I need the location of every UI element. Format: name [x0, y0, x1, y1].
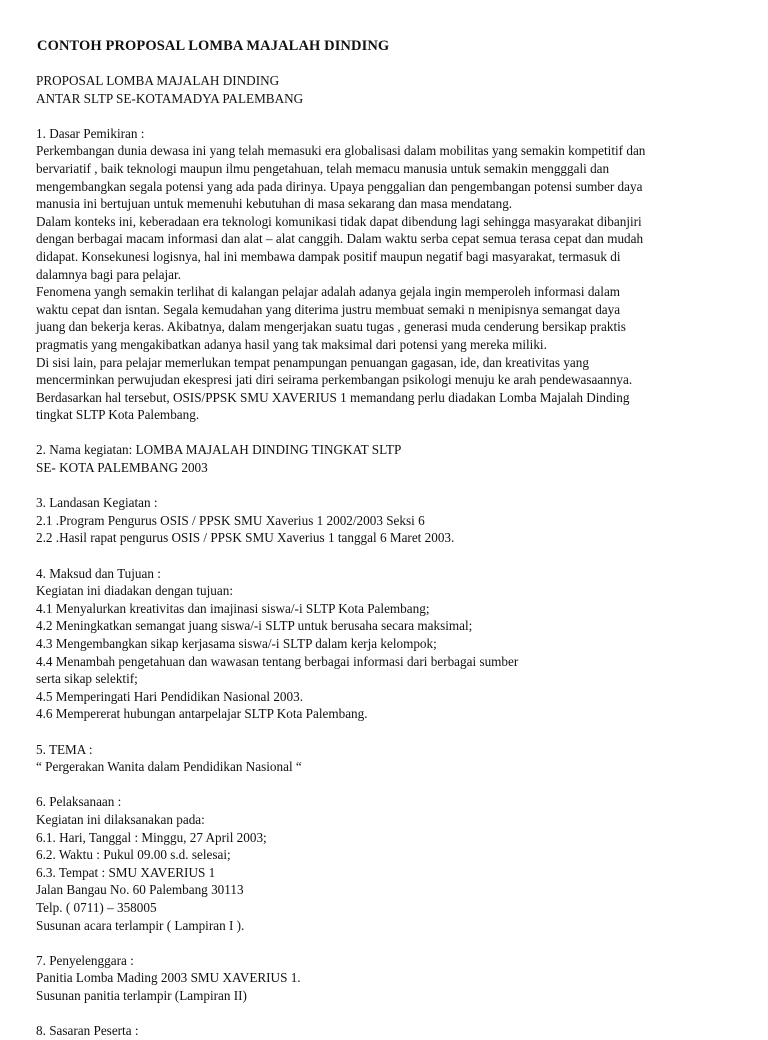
paragraph-line: Berdasarkan hal tersebut, OSIS/PPSK SMU XAVERIUS 1 memandang perlu diadakan Lomba Majalah Dinding	[36, 389, 630, 405]
list-item: 6.2. Waktu : Pukul 09.00 s.d. selesai;	[36, 847, 231, 863]
paragraph-line: Fenomena yangh semakin terlihat di kalangan pelajar adalah adanya gejala ingin memperoleh informasi dalam	[36, 284, 621, 300]
proposal-heading	[36, 72, 736, 107]
section-heading: 1. Dasar Pemikiran :	[36, 125, 145, 141]
paragraph-line: bervariatif , baik teknologi maupun ilmu pengetahuan, telah memacu manusia untuk semakin mengggali dan	[36, 160, 610, 176]
paragraph-line: dengan berbagai macam informasi dan alat – alat canggih. Dalam waktu serba cepat semua terasa cepat dan mudah	[36, 231, 644, 247]
paragraph-line: Di sisi lain, para pelajar memerlukan tempat penampungan penuangan gagasan, ide, dan kreativitas yang	[36, 354, 589, 370]
paragraph-line: mencerminkan perwujudan ekespresi jati diri seirama perkembangan psikologi menuju ke arah pendewasaannya.	[36, 372, 633, 388]
paragraph-line: Panitia Lomba Mading 2003 SMU XAVERIUS 1.	[36, 970, 301, 986]
list-item: 2.1 .Program Pengurus OSIS / PPSK SMU Xaverius 1 2002/2003 Seksi 6	[36, 512, 425, 528]
document-title: CONTOH PROPOSAL LOMBA MAJALAH DINDING	[37, 38, 390, 54]
document-body	[36, 72, 736, 1040]
section-sasaran-peserta	[36, 1022, 736, 1040]
paragraph-line: tingkat SLTP Kota Palembang.	[36, 407, 200, 423]
paragraph-line: Susunan acara terlampir ( Lampiran I ).	[36, 917, 245, 933]
paragraph-line: manusia ini bertujuan untuk memenuhi kebutuhan di masa sekarang dan masa mendatang.	[36, 196, 513, 212]
section-landasan-kegiatan	[36, 494, 736, 547]
paragraph-line: pragmatis yang mengakibatkan adanya hasil yang tak maksimal dari potensi yang mereka miliki.	[36, 336, 547, 352]
list-item: 6.3. Tempat : SMU XAVERIUS 1	[36, 864, 216, 880]
section-dasar-pemikiran	[36, 125, 736, 424]
section-heading: 5. TEMA :	[36, 741, 93, 757]
list-item: 4.1 Menyalurkan kreativitas dan imajinasi siswa/-i SLTP Kota Palembang;	[36, 600, 430, 616]
paragraph-line: didapat. Konsekunesi logisnya, hal ini membawa dampak positif maupun negatif bagi masyarakat, termasuk di	[36, 248, 621, 264]
list-item: 4.4 Menambah pengetahuan dan wawasan tentang berbagai informasi dari berbagai sumber	[36, 653, 519, 669]
list-item: 6.1. Hari, Tanggal : Minggu, 27 April 2003;	[36, 829, 267, 845]
list-item: serta sikap selektif;	[36, 671, 138, 687]
section-heading: 4. Maksud dan Tujuan :	[36, 565, 161, 581]
paragraph-line: waktu cepat dan isntan. Segala kemudahan yang diterima justru membuat semaki n menipisnya semangat daya	[36, 301, 621, 317]
list-item: 4.5 Memperingati Hari Pendidikan Nasional 2003.	[36, 688, 303, 704]
section-heading: 6. Pelaksanaan :	[36, 794, 122, 810]
paragraph-line: Telp. ( 0711) – 358005	[36, 899, 157, 915]
list-item: 4.2 Meningkatkan semangat juang siswa/-i SLTP untuk berusaha secara maksimal;	[36, 618, 473, 634]
paragraph-line: “ Pergerakan Wanita dalam Pendidikan Nasional “	[36, 759, 302, 775]
section-nama-kegiatan	[36, 441, 736, 476]
section-penyelenggara	[36, 952, 736, 1005]
section-heading: 3. Landasan Kegiatan :	[36, 495, 158, 511]
paragraph-line: Perkembangan dunia dewasa ini yang telah memasuki era globalisasi dalam mobilitas yang semakin kompetitif dan	[36, 143, 646, 159]
paragraph-line: Susunan panitia terlampir (Lampiran II)	[36, 987, 247, 1003]
list-item: 2.2 .Hasil rapat pengurus OSIS / PPSK SMU Xaverius 1 tanggal 6 Maret 2003.	[36, 530, 455, 546]
section-heading: 8. Sasaran Peserta :	[36, 1023, 139, 1039]
paragraph-line: Kegiatan ini diadakan dengan tujuan:	[36, 583, 234, 599]
paragraph-line: mengembangkan segala potensi yang ada pada dirinya. Upaya penggalian dan pengembangan potensi sumber daya	[36, 178, 643, 194]
paragraph-line: juang dan bekerja keras. Akibatnya, dalam mengerjakan suatu tugas , generasi muda cenderung bersikap praktis	[36, 319, 626, 335]
section-heading: 7. Penyelenggara :	[36, 952, 134, 968]
paragraph-line: SE- KOTA PALEMBANG 2003	[36, 460, 208, 476]
heading-line: ANTAR SLTP SE-KOTAMADYA PALEMBANG	[36, 90, 304, 106]
paragraph-line: Dalam konteks ini, keberadaan era teknologi komunikasi tidak dapat dibendung lagi sehingga masyarakat dibanjiri	[36, 213, 642, 229]
section-pelaksanaan	[36, 793, 736, 934]
list-item: 4.3 Mengembangkan sikap kerjasama siswa/-i SLTP dalam kerja kelompok;	[36, 636, 437, 651]
heading-line: PROPOSAL LOMBA MAJALAH DINDING	[36, 73, 280, 88]
paragraph-line: Jalan Bangau No. 60 Palembang 30113	[36, 882, 244, 898]
section-tema	[36, 741, 736, 776]
paragraph-line: dalamnya bagi para pelajar.	[36, 266, 181, 282]
list-item: 4.6 Mempererat hubungan antarpelajar SLTP Kota Palembang.	[36, 706, 368, 722]
paragraph-line: Kegiatan ini dilaksanakan pada:	[36, 811, 205, 827]
section-heading: 2. Nama kegiatan: LOMBA MAJALAH DINDING TINGKAT SLTP	[36, 442, 402, 458]
section-maksud-tujuan	[36, 565, 736, 723]
